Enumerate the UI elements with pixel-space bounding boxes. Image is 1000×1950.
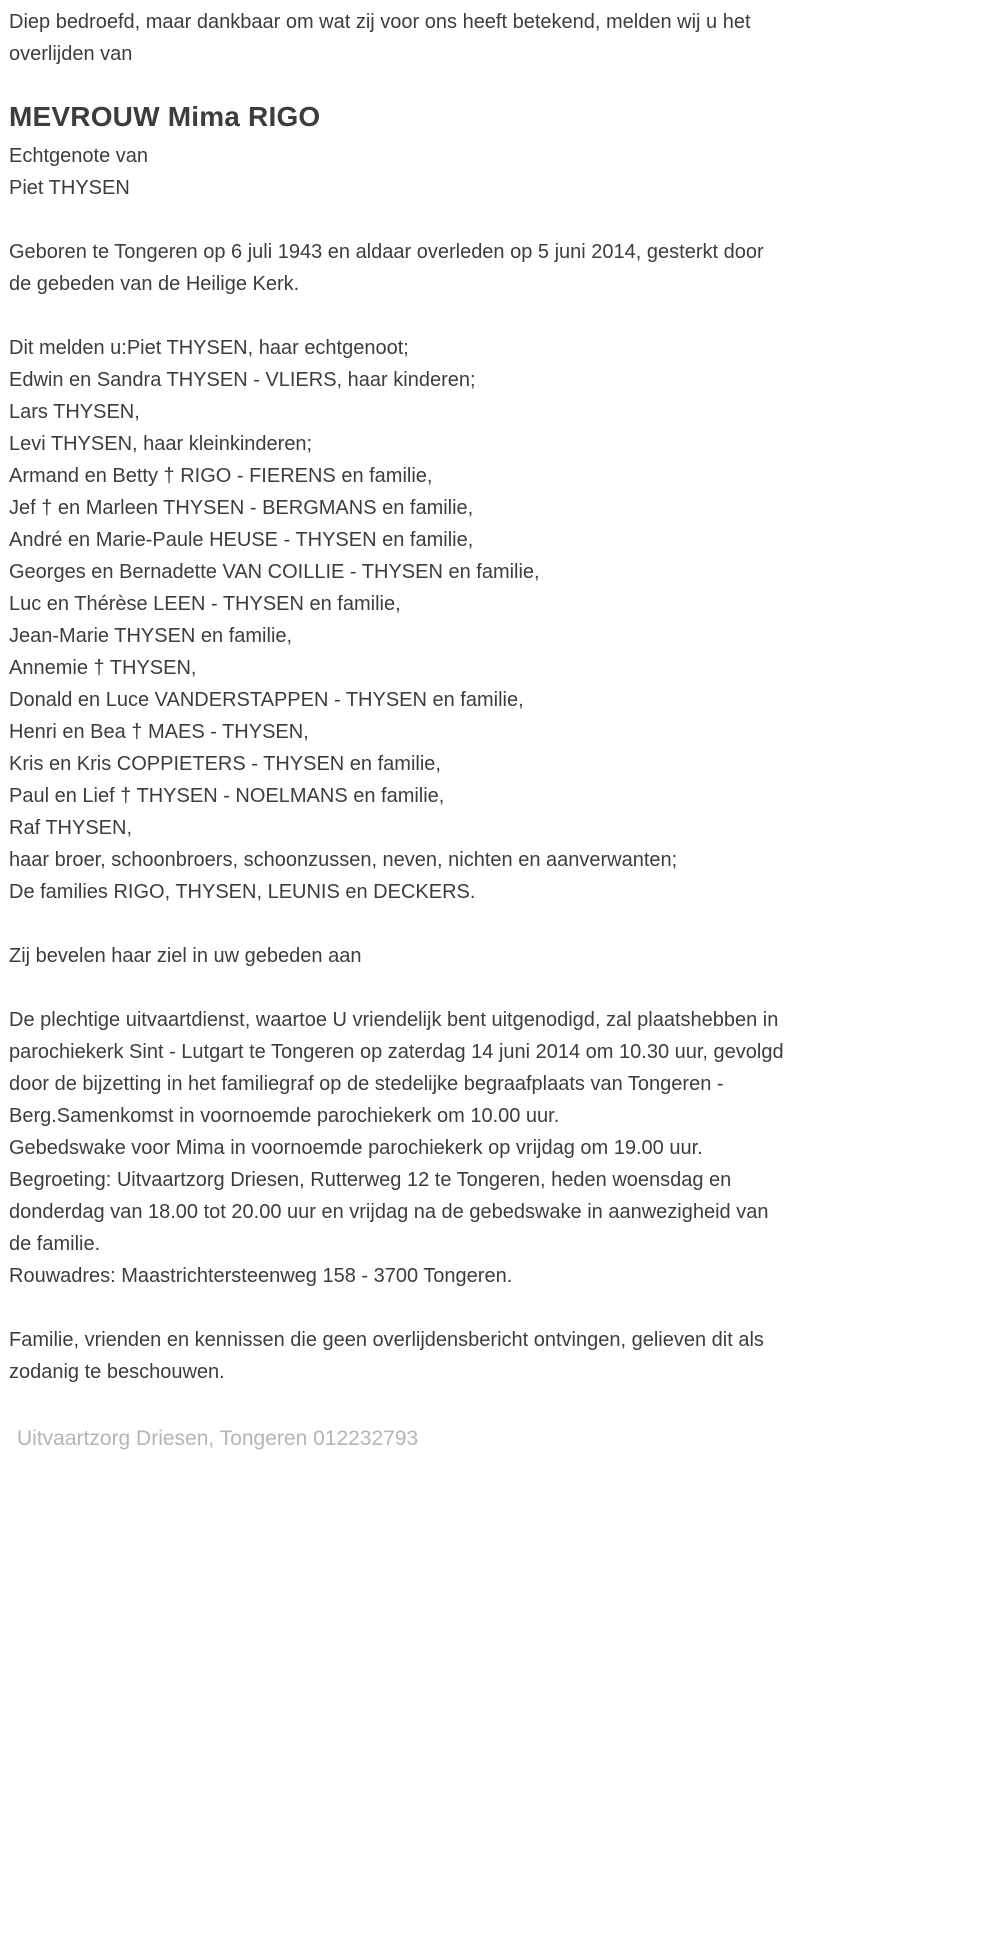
- relative-line: Annemie † THYSEN,: [9, 657, 197, 679]
- relative-line: Jef † en Marleen THYSEN - BERGMANS en familie,: [9, 497, 474, 519]
- relative-line: Edwin en Sandra THYSEN - VLIERS, haar kinderen;: [9, 369, 476, 391]
- relative-line: Paul en Lief † THYSEN - NOELMANS en familie,: [9, 785, 445, 807]
- wake-text: Gebedswake voor Mima in voornoemde parochiekerk op vrijdag om 19.00 uur.: [9, 1137, 703, 1159]
- relative-line: Jean-Marie THYSEN en familie,: [9, 625, 293, 647]
- relative-line: haar broer, schoonbroers, schoonzussen, neven, nichten en aanverwanten;: [9, 849, 678, 871]
- relative-line: Levi THYSEN, haar kleinkinderen;: [9, 433, 313, 455]
- visitation-text: Begroeting: Uitvaartzorg Driesen, Rutterweg 12 te Tongeren, heden woensdag en donderdag van 18.00 tot 20.00 uur en vrijdag na de gebedswake in aanwezigheid van de familie.: [9, 1169, 769, 1255]
- relative-line: Raf THYSEN,: [9, 817, 132, 839]
- relative-line: Donald en Luce VANDERSTAPPEN - THYSEN en familie,: [9, 689, 524, 711]
- deceased-name-title: MEVROUW Mima RIGO: [9, 101, 321, 132]
- relative-line: Kris en Kris COPPIETERS - THYSEN en familie,: [9, 753, 441, 775]
- spouse-name: Piet THYSEN: [9, 177, 130, 199]
- service-text: De plechtige uitvaartdienst, waartoe U vriendelijk bent uitgenodigd, zal plaatshebben in parochiekerk Sint - Lutgart te Tongeren op zaterdag 14 juni 2014 om 10.30 uur, gevolgd door de bijzetting in het familiegraf op de stedelijke begraafplaats van Tongeren - Berg.Samenkomst in voornoemde parochiekerk om 10.00 uur.: [9, 1009, 784, 1127]
- relative-line: Georges en Bernadette VAN COILLIE - THYSEN en familie,: [9, 561, 540, 583]
- closing-text: Familie, vrienden en kennissen die geen overlijdensbericht ontvingen, gelieven dit als zodanig te beschouwen.: [9, 1329, 764, 1383]
- intro-text: Diep bedroefd, maar dankbaar om wat zij voor ons heeft betekend, melden wij u het overlijden van: [9, 11, 751, 65]
- relative-line: De families RIGO, THYSEN, LEUNIS en DECKERS.: [9, 881, 476, 903]
- relative-line: André en Marie-Paule HEUSE - THYSEN en familie,: [9, 529, 474, 551]
- funeral-details: [9, 1004, 789, 1292]
- announcement-content: [9, 6, 789, 1388]
- relative-line: Luc en Thérèse LEEN - THYSEN en familie,: [9, 593, 401, 615]
- relative-line: Armand en Betty † RIGO - FIERENS en familie,: [9, 465, 433, 487]
- commendation-text: Zij bevelen haar ziel in uw gebeden aan: [9, 945, 362, 967]
- spouse-section: [9, 140, 789, 204]
- life-dates-text: Geboren te Tongeren op 6 juli 1943 en aldaar overleden op 5 juni 2014, gesterkt door de gebeden van de Heilige Kerk.: [9, 241, 764, 295]
- relatives-list: [9, 332, 789, 908]
- spouse-of-label: Echtgenote van: [9, 145, 148, 167]
- relative-line: Henri en Bea † MAES - THYSEN,: [9, 721, 309, 743]
- mourning-address-text: Rouwadres: Maastrichtersteenweg 158 - 3700 Tongeren.: [9, 1265, 513, 1287]
- relative-line: Dit melden u:Piet THYSEN, haar echtgenoot;: [9, 337, 409, 359]
- relative-line: Lars THYSEN,: [9, 401, 140, 423]
- footer-credit: Uitvaartzorg Driesen, Tongeren 012232793: [17, 1427, 419, 1450]
